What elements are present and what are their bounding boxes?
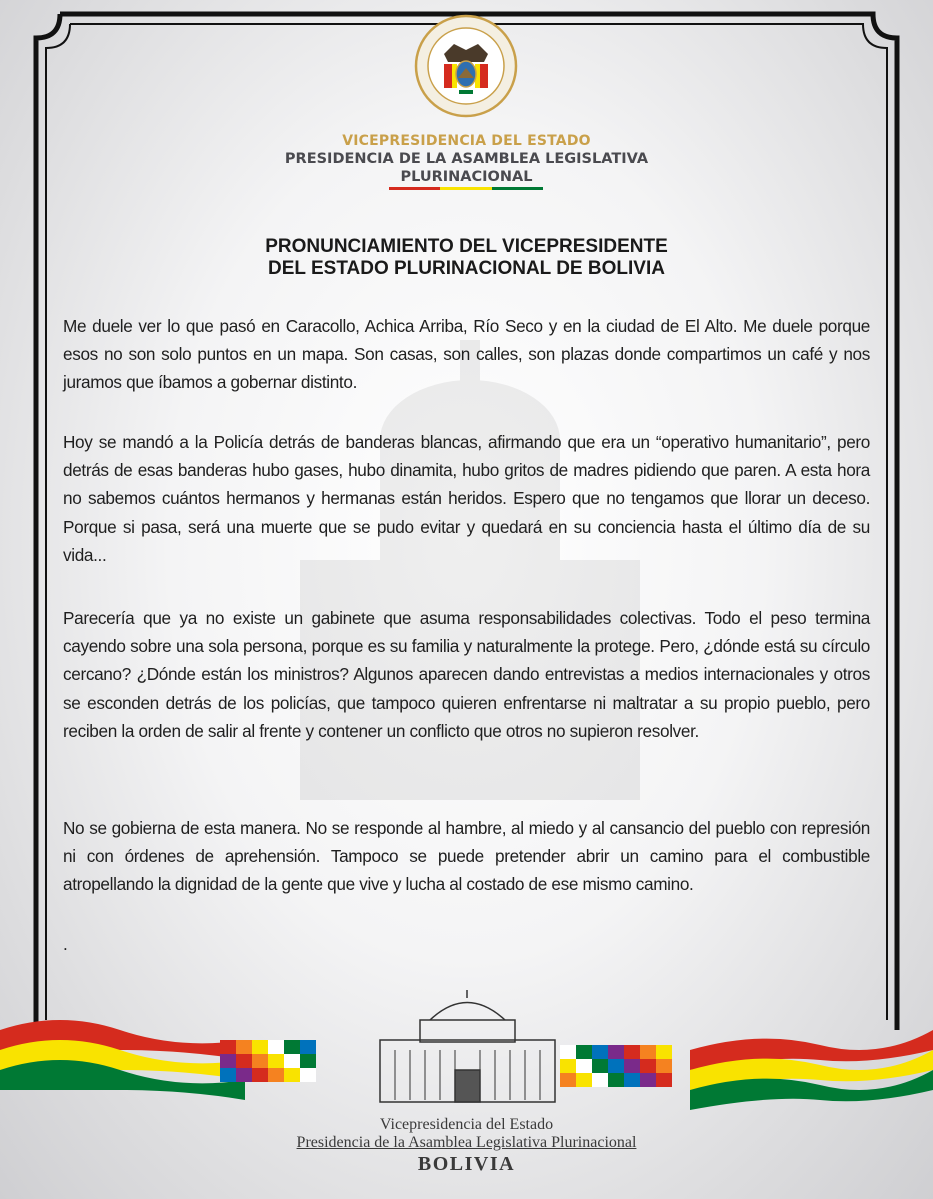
paragraph-2: Hoy se mandó a la Policía detrás de banderas blancas, afirmando que era un “operativo humanitario”, pero detrás de esas banderas hubo gases, hubo dinamita, hubo gritos de madres pidiendo que paren. A esta hora no sabemos cuántos hermanos y hermanas están heridos. Espero que no tengamos que llorar un deceso. Porque si pasa, será una muerte que se pudo evitar y quedará en su conciencia hasta el último día de su vida...	[63, 432, 870, 565]
header-plurinacional: PLURINACIONAL	[400, 169, 533, 185]
wiphala-right-icon	[560, 1045, 672, 1087]
footer-presidencia-asamblea: Presidencia de la Asamblea Legislativa Plurinacional	[296, 1134, 637, 1151]
paragraph-1: Me duele ver lo que pasó en Caracollo, Achica Arriba, Río Seco y en la ciudad de El Alto. Me duele porque esos no son solo puntos en un mapa. Son casas, son calles, son plazas donde compartimos un café y nos juramos que íbamos a gobernar distinto.	[63, 316, 870, 393]
header-vicepresidencia: VICEPRESIDENCIA DEL ESTADO	[342, 133, 591, 149]
header-presidencia-asamblea: PRESIDENCIA DE LA ASAMBLEA LEGISLATIVA	[284, 151, 649, 167]
document-title-line2: DEL ESTADO PLURINACIONAL DE BOLIVIA	[268, 258, 665, 279]
bolivian-flag-left-icon	[0, 1020, 245, 1100]
wiphala-left-icon	[220, 1040, 316, 1082]
footer-vicepresidencia: Vicepresidencia del Estado	[379, 1116, 554, 1133]
state-seal-icon	[414, 14, 518, 118]
flag-color-bar	[389, 187, 543, 190]
footer-flags-building	[0, 990, 933, 1110]
legislative-building-icon	[380, 990, 555, 1102]
paragraph-4: No se gobierna de esta manera. No se responde al hambre, al miedo y al cansancio del pueblo con represión ni con órdenes de aprehensión. Tampoco se puede pretender abrir un camino para el combustible atropellando la dignidad de la gente que vive y lucha al costado de ese mismo camino.	[63, 818, 870, 895]
bolivian-flag-right-icon	[690, 1030, 933, 1110]
footer-bolivia: BOLIVIA	[417, 1153, 516, 1175]
document-title-line1: PRONUNCIAMIENTO DEL VICEPRESIDENTE	[265, 236, 668, 257]
paragraph-5: .	[63, 934, 68, 954]
paragraph-3: Parecería que ya no existe un gabinete que asuma responsabilidades colectivas. Todo el peso termina cayendo sobre una sola persona, porque es su familia y naturalmente la protege. Pero, ¿dónde está su círculo cercano? ¿Dónde están los ministros? Algunos aparecen dando entrevistas a medios internacionales y otros se esconden detrás de los policías, que tampoco quieren enfrentarse ni maltratar a su propio pueblo, pero reciben la orden de salir al frente y contener un conflicto que otros no supieron resolver.	[63, 608, 870, 741]
